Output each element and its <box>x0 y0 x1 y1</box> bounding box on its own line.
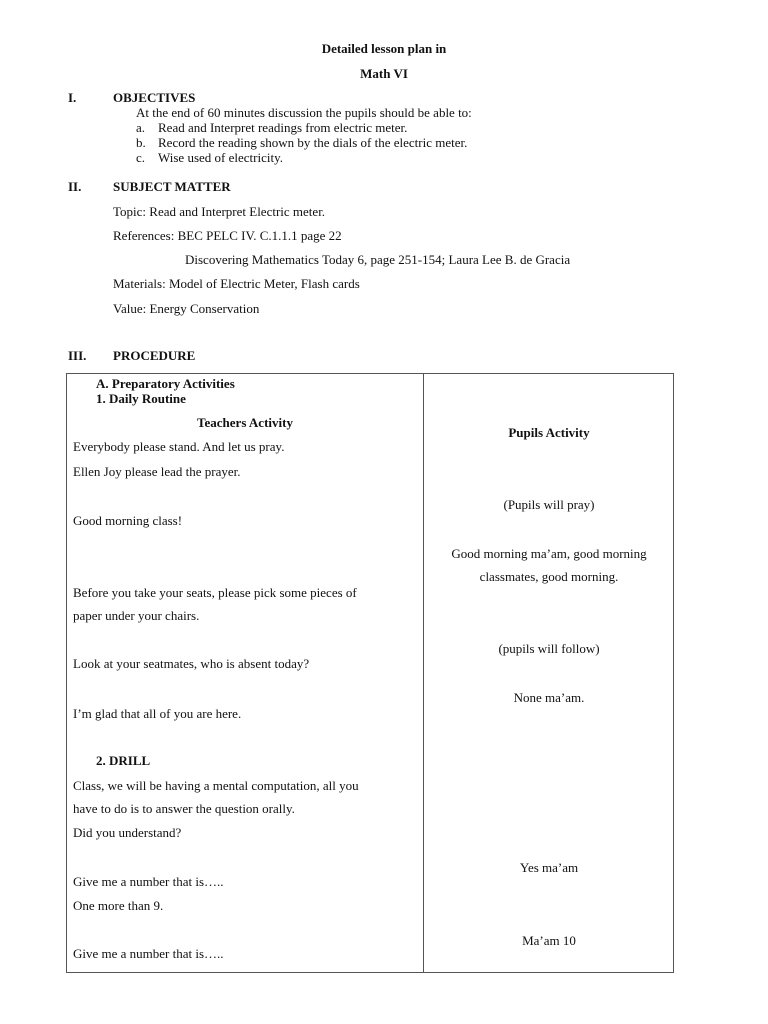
objective-letter: c. <box>136 150 146 165</box>
teachers-activity-heading: Teachers Activity <box>197 415 293 430</box>
subject-numeral: II. <box>68 179 82 194</box>
drill-line: Class, we will be having a mental computation, all you <box>73 778 359 793</box>
objective-item: Wise used of electricity. <box>158 150 283 165</box>
drill-line: Give me a number that is….. <box>73 874 224 889</box>
procedure-heading: PROCEDURE <box>113 348 196 363</box>
doc-subtitle: Math VI <box>360 66 408 81</box>
pupil-line: (Pupils will pray) <box>503 497 595 512</box>
teacher-line: Good morning class! <box>73 513 183 528</box>
teacher-line: Look at your seatmates, who is absent today? <box>73 656 310 671</box>
pupil-line: (pupils will follow) <box>498 641 600 656</box>
drill-heading: 2. DRILL <box>96 753 151 768</box>
objectives-heading: OBJECTIVES <box>113 90 196 105</box>
objective-letter: b. <box>136 135 146 150</box>
teacher-line: Ellen Joy please lead the prayer. <box>73 464 241 479</box>
drill-line: One more than 9. <box>73 898 164 913</box>
procedure-numeral: III. <box>68 348 87 363</box>
objective-item: Read and Interpret readings from electric meter. <box>158 120 408 135</box>
teacher-line: Before you take your seats, please pick some pieces of <box>73 585 357 600</box>
subject-references: References: BEC PELC IV. C.1.1.1 page 22 <box>113 228 342 243</box>
pupil-line: Good morning ma’am, good morning <box>451 546 647 561</box>
daily-routine-heading: 1. Daily Routine <box>96 391 186 406</box>
preparatory-activities-heading: A. Preparatory Activities <box>96 376 235 391</box>
teacher-line: Everybody please stand. And let us pray. <box>73 439 285 454</box>
objectives-numeral: I. <box>68 90 77 105</box>
subject-materials: Materials: Model of Electric Meter, Flash cards <box>113 276 360 291</box>
pupil-line: classmates, good morning. <box>479 569 619 584</box>
subject-heading: SUBJECT MATTER <box>113 179 231 194</box>
teacher-line: paper under your chairs. <box>73 608 200 623</box>
subject-topic: Topic: Read and Interpret Electric meter. <box>113 204 326 219</box>
pupil-line: None ma’am. <box>513 690 585 705</box>
subject-value: Value: Energy Conservation <box>113 301 260 316</box>
objective-item: Record the reading shown by the dials of the electric meter. <box>158 135 468 150</box>
table-column-divider <box>423 374 424 972</box>
drill-line: Give me a number that is….. <box>73 946 224 961</box>
pupils-activity-heading: Pupils Activity <box>508 425 590 440</box>
drill-line: have to do is to answer the question orally. <box>73 801 295 816</box>
teacher-line: I’m glad that all of you are here. <box>73 706 242 721</box>
procedure-table <box>66 373 674 973</box>
drill-line: Did you understand? <box>73 825 182 840</box>
subject-references-2: Discovering Mathematics Today 6, page 251-154; Laura Lee B. de Gracia <box>185 252 571 267</box>
pupil-line: Yes ma’am <box>519 860 579 875</box>
objectives-intro: At the end of 60 minutes discussion the pupils should be able to: <box>136 105 472 120</box>
pupil-line: Ma’am 10 <box>522 933 576 948</box>
doc-title: Detailed lesson plan in <box>321 41 447 56</box>
objective-letter: a. <box>136 120 146 135</box>
